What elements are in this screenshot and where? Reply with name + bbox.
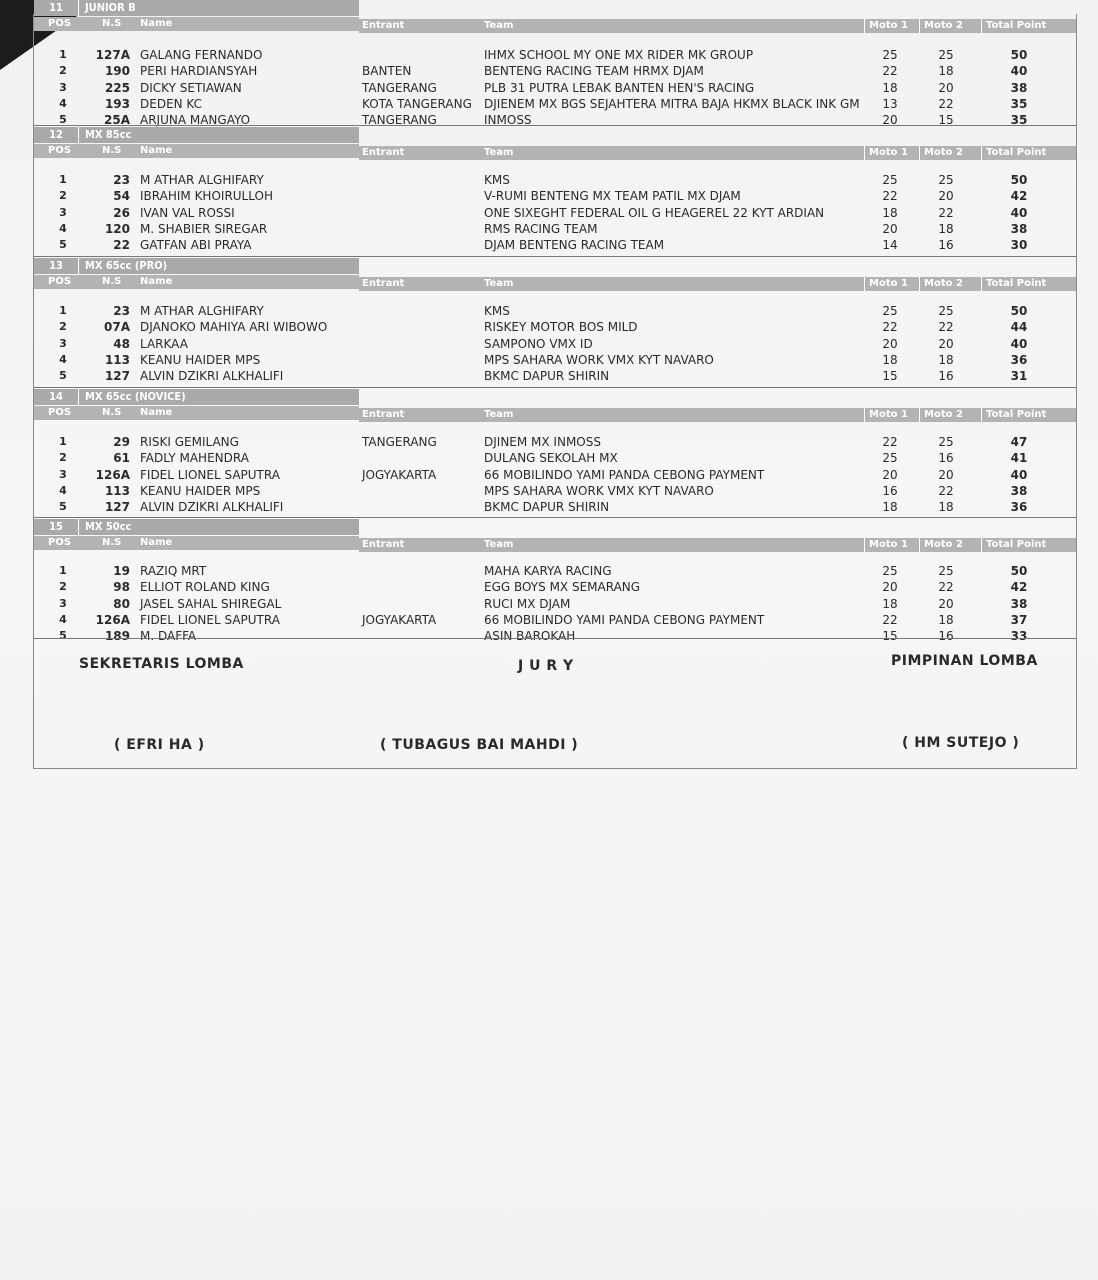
row-moto2: 25: [938, 173, 954, 187]
section-divider: [34, 256, 1076, 257]
row-pos: 5: [59, 238, 67, 251]
result-row: [34, 80, 1076, 96]
row-rider-name: DEDEN KC: [140, 97, 203, 111]
row-number: 22: [113, 238, 130, 252]
row-moto1: 20: [882, 468, 898, 482]
header-moto1: Moto 1: [864, 538, 908, 552]
result-row: [34, 450, 1076, 466]
class-name: MX 65cc (PRO): [85, 259, 168, 272]
class-number: 13: [34, 258, 79, 274]
row-rider-name: FIDEL LIONEL SAPUTRA: [140, 613, 280, 627]
header-left: [34, 17, 359, 31]
row-team: DJIENEM MX BGS SEJAHTERA MITRA BAJA HKMX BLACK INK GM: [484, 97, 860, 111]
row-team: 66 MOBILINDO YAMI PANDA CEBONG PAYMENT: [484, 468, 765, 482]
leader-title: PIMPINAN LOMBA: [891, 653, 1038, 669]
row-pos: 4: [59, 613, 67, 626]
row-team: IHMX SCHOOL MY ONE MX RIDER MK GROUP: [484, 48, 754, 62]
row-total-point: 40: [1010, 468, 1028, 482]
row-number: 23: [113, 173, 130, 187]
row-moto2: 20: [938, 189, 954, 203]
result-row: [34, 47, 1076, 63]
row-moto2: 20: [938, 597, 954, 611]
row-team: MPS SAHARA WORK VMX KYT NAVARO: [484, 484, 714, 498]
row-total-point: 36: [1010, 500, 1028, 514]
row-number: 113: [104, 353, 130, 367]
row-team: RUCI MX DJAM: [484, 597, 571, 611]
row-rider-name: GATFAN ABI PRAYA: [140, 238, 252, 252]
header-ns: N.S: [102, 407, 122, 418]
row-pos: 2: [59, 451, 67, 464]
result-row: [34, 303, 1076, 319]
row-total-point: 50: [1010, 564, 1028, 578]
row-moto1: 18: [882, 206, 898, 220]
header-name: Name: [140, 145, 173, 156]
row-rider-name: DJANOKO MAHIYA ARI WIBOWO: [140, 320, 328, 334]
results-document: [33, 1, 1077, 769]
row-rider-name: M ATHAR ALGHIFARY: [140, 173, 264, 187]
row-moto1: 22: [882, 64, 898, 78]
result-row: [34, 612, 1076, 628]
row-rider-name: RAZIQ MRT: [140, 564, 207, 578]
row-number: 29: [113, 435, 130, 449]
header-entrant: Entrant: [362, 278, 405, 289]
row-pos: 4: [59, 97, 67, 110]
row-team: ONE SIXEGHT FEDERAL OIL G HEAGEREL 22 KYT ARDIAN: [484, 206, 825, 220]
row-entrant: JOGYAKARTA: [362, 468, 437, 482]
row-pos: 2: [59, 64, 67, 77]
row-moto2: 18: [938, 353, 954, 367]
result-row: [34, 467, 1076, 483]
row-number: 120: [104, 222, 130, 236]
header-moto2: Moto 2: [919, 19, 963, 33]
jury-name: ( TUBAGUS BAI MAHDI ): [380, 737, 579, 753]
row-number: 190: [104, 64, 130, 78]
class-title-bar: [34, 258, 359, 274]
row-number: 126A: [95, 468, 130, 482]
row-team: MAHA KARYA RACING: [484, 564, 612, 578]
row-pos: 4: [59, 353, 67, 366]
header-pos: POS: [48, 537, 72, 548]
row-pos: 4: [59, 484, 67, 497]
row-pos: 1: [59, 304, 67, 317]
secretary-name: ( EFRI HA ): [114, 737, 205, 753]
row-moto2: 20: [938, 81, 954, 95]
result-row: [34, 596, 1076, 612]
row-total-point: 38: [1010, 597, 1028, 611]
row-rider-name: M ATHAR ALGHIFARY: [140, 304, 264, 318]
row-number: 113: [104, 484, 130, 498]
class-number: 15: [34, 519, 79, 535]
row-moto1: 16: [882, 484, 898, 498]
row-moto1: 25: [882, 173, 898, 187]
row-moto2: 16: [938, 369, 954, 383]
row-team: MPS SAHARA WORK VMX KYT NAVARO: [484, 353, 714, 367]
row-total-point: 42: [1010, 580, 1028, 594]
row-moto2: 18: [938, 500, 954, 514]
result-row: [34, 237, 1076, 253]
row-number: 61: [113, 451, 130, 465]
class-number: 12: [34, 127, 79, 143]
header-total: Total Point: [981, 19, 1046, 33]
row-entrant: TANGERANG: [362, 113, 437, 127]
row-team: SAMPONO VMX ID: [484, 337, 593, 351]
header-name: Name: [140, 537, 173, 548]
result-row: [34, 188, 1076, 204]
row-moto1: 25: [882, 564, 898, 578]
row-total-point: 50: [1010, 173, 1028, 187]
header-total: Total Point: [981, 146, 1046, 160]
row-team: KMS: [484, 173, 510, 187]
row-moto1: 22: [882, 613, 898, 627]
row-number: 25A: [104, 113, 130, 127]
row-rider-name: ALVIN DZIKRI ALKHALIFI: [140, 500, 284, 514]
section-divider: [34, 125, 1076, 126]
header-left: [34, 144, 359, 158]
row-rider-name: DICKY SETIAWAN: [140, 81, 242, 95]
class-name: MX 65cc (NOVICE): [85, 390, 186, 403]
row-total-point: 38: [1010, 81, 1028, 95]
header-total: Total Point: [981, 538, 1046, 552]
row-total-point: 31: [1010, 369, 1028, 383]
row-moto2: 22: [938, 97, 954, 111]
row-pos: 5: [59, 500, 67, 513]
header-left: [34, 275, 359, 289]
result-row: [34, 579, 1076, 595]
header-team: Team: [484, 409, 514, 420]
result-row: [34, 483, 1076, 499]
header-left: [34, 536, 359, 550]
row-total-point: 35: [1010, 113, 1028, 127]
row-pos: 1: [59, 48, 67, 61]
row-rider-name: KEANU HAIDER MPS: [140, 353, 261, 367]
row-moto1: 18: [882, 597, 898, 611]
header-ns: N.S: [102, 537, 122, 548]
row-pos: 1: [59, 173, 67, 186]
row-rider-name: PERI HARDIANSYAH: [140, 64, 258, 78]
header-moto2: Moto 2: [919, 146, 963, 160]
row-total-point: 35: [1010, 97, 1028, 111]
row-team: DJINEM MX INMOSS: [484, 435, 601, 449]
row-total-point: 47: [1010, 435, 1028, 449]
row-team: ASIN BAROKAH: [484, 629, 576, 643]
class-name: MX 50cc: [85, 520, 132, 533]
result-row: [34, 499, 1076, 515]
class-number: 14: [34, 389, 79, 405]
secretary-title: SEKRETARIS LOMBA: [79, 656, 244, 672]
header-team: Team: [484, 539, 514, 550]
row-rider-name: RISKI GEMILANG: [140, 435, 239, 449]
row-total-point: 33: [1010, 629, 1028, 643]
row-team: EGG BOYS MX SEMARANG: [484, 580, 641, 594]
row-moto2: 18: [938, 613, 954, 627]
header-entrant: Entrant: [362, 147, 405, 158]
row-moto2: 25: [938, 304, 954, 318]
row-entrant: BANTEN: [362, 64, 412, 78]
section-divider: [34, 387, 1076, 388]
row-number: 54: [113, 189, 130, 203]
section-divider: [34, 517, 1076, 518]
header-moto1: Moto 1: [864, 146, 908, 160]
result-row: [34, 434, 1076, 450]
row-rider-name: GALANG FERNANDO: [140, 48, 263, 62]
row-moto1: 22: [882, 320, 898, 334]
row-moto2: 25: [938, 435, 954, 449]
header-team: Team: [484, 278, 514, 289]
row-moto1: 25: [882, 451, 898, 465]
class-name: MX 85cc: [85, 128, 132, 141]
row-total-point: 40: [1010, 64, 1028, 78]
row-pos: 1: [59, 435, 67, 448]
leader-name: ( HM SUTEJO ): [902, 735, 1020, 751]
row-total-point: 41: [1010, 451, 1028, 465]
header-moto2: Moto 2: [919, 277, 963, 291]
header-pos: POS: [48, 276, 72, 287]
row-number: 26: [113, 206, 130, 220]
header-ns: N.S: [102, 18, 122, 29]
row-moto1: 14: [882, 238, 898, 252]
header-moto2: Moto 2: [919, 538, 963, 552]
class-number: 11: [34, 0, 79, 16]
row-number: 127A: [95, 48, 130, 62]
row-number: 127: [104, 500, 130, 514]
header-ns: N.S: [102, 276, 122, 287]
row-total-point: 50: [1010, 48, 1028, 62]
header-moto1: Moto 1: [864, 277, 908, 291]
row-moto2: 15: [938, 113, 954, 127]
row-moto2: 20: [938, 337, 954, 351]
header-team: Team: [484, 147, 514, 158]
row-moto2: 16: [938, 629, 954, 643]
row-total-point: 40: [1010, 206, 1028, 220]
row-pos: 3: [59, 468, 67, 481]
result-row: [34, 368, 1076, 384]
row-rider-name: IBRAHIM KHOIRULLOH: [140, 189, 273, 203]
result-row: [34, 96, 1076, 112]
result-row: [34, 205, 1076, 221]
row-rider-name: FADLY MAHENDRA: [140, 451, 249, 465]
header-moto2: Moto 2: [919, 408, 963, 422]
row-moto2: 20: [938, 468, 954, 482]
row-number: 189: [104, 629, 130, 643]
row-pos: 3: [59, 206, 67, 219]
row-team: RMS RACING TEAM: [484, 222, 598, 236]
row-moto2: 25: [938, 48, 954, 62]
row-number: 80: [113, 597, 130, 611]
header-ns: N.S: [102, 145, 122, 156]
class-name: JUNIOR B: [85, 1, 136, 14]
header-right: [359, 538, 1076, 552]
header-entrant: Entrant: [362, 539, 405, 550]
row-pos: 5: [59, 629, 67, 642]
row-rider-name: ALVIN DZIKRI ALKHALIFI: [140, 369, 284, 383]
row-number: 19: [113, 564, 130, 578]
header-left: [34, 406, 359, 420]
row-pos: 2: [59, 320, 67, 333]
row-moto2: 18: [938, 222, 954, 236]
row-moto2: 16: [938, 238, 954, 252]
header-team: Team: [484, 20, 514, 31]
row-team: V-RUMI BENTENG MX TEAM PATIL MX DJAM: [484, 189, 741, 203]
row-total-point: 38: [1010, 222, 1028, 236]
row-rider-name: LARKAA: [140, 337, 188, 351]
result-row: [34, 172, 1076, 188]
header-name: Name: [140, 18, 173, 29]
row-rider-name: ARJUNA MANGAYO: [140, 113, 251, 127]
row-entrant: TANGERANG: [362, 81, 437, 95]
row-rider-name: IVAN VAL ROSSI: [140, 206, 235, 220]
row-rider-name: ELLIOT ROLAND KING: [140, 580, 270, 594]
row-team: BENTENG RACING TEAM HRMX DJAM: [484, 64, 704, 78]
row-pos: 3: [59, 597, 67, 610]
class-title-bar: [34, 127, 359, 143]
result-row: [34, 352, 1076, 368]
row-moto2: 16: [938, 451, 954, 465]
row-number: 127: [104, 369, 130, 383]
result-row: [34, 336, 1076, 352]
row-entrant: KOTA TANGERANG: [362, 97, 472, 111]
row-number: 126A: [95, 613, 130, 627]
row-team: BKMC DAPUR SHIRIN: [484, 500, 610, 514]
row-moto1: 13: [882, 97, 898, 111]
row-number: 98: [113, 580, 130, 594]
row-moto1: 15: [882, 629, 898, 643]
result-row: [34, 319, 1076, 335]
header-pos: POS: [48, 145, 72, 156]
row-team: 66 MOBILINDO YAMI PANDA CEBONG PAYMENT: [484, 613, 765, 627]
row-entrant: TANGERANG: [362, 435, 437, 449]
row-team: DJAM BENTENG RACING TEAM: [484, 238, 665, 252]
row-rider-name: KEANU HAIDER MPS: [140, 484, 261, 498]
row-moto1: 18: [882, 81, 898, 95]
row-moto2: 18: [938, 64, 954, 78]
row-number: 225: [104, 81, 130, 95]
result-row: [34, 63, 1076, 79]
header-pos: POS: [48, 18, 72, 29]
header-moto1: Moto 1: [864, 408, 908, 422]
row-rider-name: M. DAFFA: [140, 629, 197, 643]
row-team: BKMC DAPUR SHIRIN: [484, 369, 610, 383]
row-pos: 5: [59, 113, 67, 126]
row-total-point: 30: [1010, 238, 1028, 252]
row-moto1: 20: [882, 222, 898, 236]
row-pos: 3: [59, 337, 67, 350]
row-pos: 5: [59, 369, 67, 382]
result-row: [34, 563, 1076, 579]
result-row: [34, 221, 1076, 237]
header-moto1: Moto 1: [864, 19, 908, 33]
row-total-point: 40: [1010, 337, 1028, 351]
row-total-point: 37: [1010, 613, 1028, 627]
header-total: Total Point: [981, 408, 1046, 422]
signature-divider: [34, 638, 1076, 639]
header-pos: POS: [48, 407, 72, 418]
row-team: INMOSS: [484, 113, 532, 127]
row-pos: 1: [59, 564, 67, 577]
row-team: KMS: [484, 304, 510, 318]
header-total: Total Point: [981, 277, 1046, 291]
row-number: 23: [113, 304, 130, 318]
row-total-point: 44: [1010, 320, 1028, 334]
class-title-bar: [34, 389, 359, 405]
result-row: [34, 628, 1076, 644]
row-number: 193: [104, 97, 130, 111]
row-moto2: 22: [938, 580, 954, 594]
row-moto1: 22: [882, 435, 898, 449]
header-right: [359, 277, 1076, 291]
row-team: DULANG SEKOLAH MX: [484, 451, 618, 465]
row-moto1: 22: [882, 189, 898, 203]
row-total-point: 36: [1010, 353, 1028, 367]
row-pos: 4: [59, 222, 67, 235]
row-moto2: 25: [938, 564, 954, 578]
row-pos: 2: [59, 189, 67, 202]
row-rider-name: JASEL SAHAL SHIREGAL: [140, 597, 282, 611]
header-name: Name: [140, 407, 173, 418]
jury-title: J U R Y: [518, 658, 574, 674]
row-moto1: 18: [882, 500, 898, 514]
class-title-bar: [34, 0, 359, 16]
row-team: RISKEY MOTOR BOS MILD: [484, 320, 638, 334]
row-total-point: 38: [1010, 484, 1028, 498]
row-moto1: 15: [882, 369, 898, 383]
row-moto2: 22: [938, 484, 954, 498]
row-moto1: 20: [882, 337, 898, 351]
header-right: [359, 408, 1076, 422]
class-title-bar: [34, 519, 359, 535]
row-pos: 3: [59, 81, 67, 94]
header-name: Name: [140, 276, 173, 287]
row-total-point: 42: [1010, 189, 1028, 203]
row-total-point: 50: [1010, 304, 1028, 318]
row-number: 48: [113, 337, 130, 351]
row-pos: 2: [59, 580, 67, 593]
header-entrant: Entrant: [362, 20, 405, 31]
row-moto1: 25: [882, 304, 898, 318]
header-entrant: Entrant: [362, 409, 405, 420]
row-rider-name: M. SHABIER SIREGAR: [140, 222, 268, 236]
row-moto2: 22: [938, 206, 954, 220]
row-team: PLB 31 PUTRA LEBAK BANTEN HEN'S RACING: [484, 81, 755, 95]
row-moto1: 20: [882, 580, 898, 594]
row-number: 07A: [104, 320, 130, 334]
row-moto1: 20: [882, 113, 898, 127]
header-right: [359, 146, 1076, 160]
row-moto1: 25: [882, 48, 898, 62]
row-entrant: JOGYAKARTA: [362, 613, 437, 627]
row-moto1: 18: [882, 353, 898, 367]
row-moto2: 22: [938, 320, 954, 334]
row-rider-name: FIDEL LIONEL SAPUTRA: [140, 468, 280, 482]
header-right: [359, 19, 1076, 33]
